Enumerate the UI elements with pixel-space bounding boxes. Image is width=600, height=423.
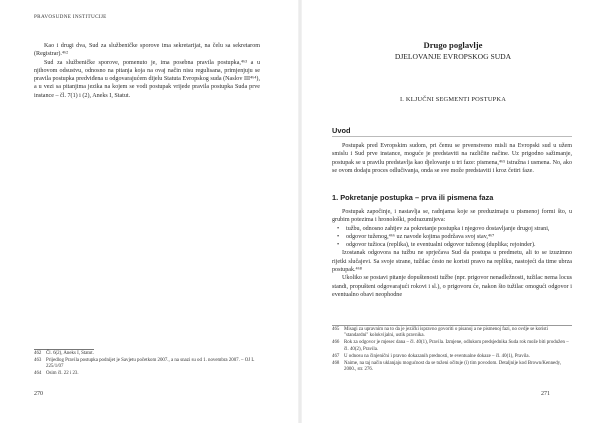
footnote-number: 463: [34, 357, 42, 363]
paragraph: Sud za službeničke sporove, pomenuto je, ima posebna pravila postupka,⁴⁶³ a u njihovom odsustvu, odnosno na pitanja koja na ovaj način nisu regulisana, primjenjuju se pravila postupka predviđena u odgovarajućem dijelu Statuta Evropskog suda (Naslov III⁴⁶⁴), a u vezi sa pitanjima jezika na kojem se vodi postupak vrijede pravila postupka Suda prve instance – čl. 7(1) i (2), Aneks I, Statut.: [34, 59, 260, 99]
list-item: • odgovor tužioca (replika), te eventualni odgovor tuženog (duplika; rejoinder).: [332, 241, 572, 249]
heading-divider: [332, 136, 572, 137]
footnote-text: Naime, na taj način uklanjaju mogućnost da se tuženi očituje (i) tim povodom. Detaljnije kod Brown/Kennedy, 2000., str. 276.: [344, 360, 561, 372]
section-title: I. KLJUČNI SEGMENTI POSTUPKA: [399, 96, 507, 103]
chapter-heading: [340, 40, 566, 61]
footnote: [332, 354, 572, 360]
footnote-text: Osim čl. 22 i 23.: [46, 371, 79, 377]
footnote-text: Rok za odgovor je mjesec dana – čl. 40(1), Pravila. Izmjene, odlukom predsjednika Suda rok može biti produžen – čl. 40(2), Pravila.: [344, 340, 569, 352]
footnote: [34, 371, 260, 377]
paragraph: Ukoliko se postavi pitanje dopuštenosti tužbe (npr. prigovor nenadležnosti, tužilac nema locus standi, propušteni odgovarajući rokovi i sl.), o prigovoru će, nakon što tužilac omogući odgovor i eventualno obavi neophodne: [332, 275, 572, 298]
list-item: • tužbu, odnosno zahtjev za pokretanje postupka i njegovo dostavljanje drugoj strani,: [332, 225, 572, 233]
footnote-number: 466: [332, 340, 340, 346]
chapter-title: DJELOVANJE EVROPSKOG SUDA: [394, 52, 512, 61]
footnote: [34, 358, 260, 371]
paragraph: Postupak pred Evropskim sudom, pri čemu se prvenstveno misli na Evropski sud u užem smislu i Sud prve instance, moguće je predstaviti na različite načine. Uz prigodno sažimanje, postupak se u pravilu predstavlja kao djelovanje u tri faze: pismena,⁴⁶⁵ istražna i usmena. No, ako se ovom dodaju proces odlučivanja, onda se sve može predstaviti i kroz četiri faze.: [332, 143, 572, 174]
footnote-text: U odnosu na činjenični i pravno dokazanih prednosti, te eventualne dokaze – čl. 40(1), Pravila.: [344, 353, 530, 359]
footnote: [332, 361, 572, 374]
right-footnotes: [332, 327, 572, 374]
left-footnotes: [34, 351, 260, 378]
paragraph: Postupak započinje, i nastavlja se, radnjama koje se preduzimaju u pismenoj formi što, u grubim potezima i hronološki, podrazumijeva:: [332, 209, 572, 224]
uvod-body: [332, 142, 572, 175]
page-number-left: 270: [34, 391, 43, 397]
footnote-number: 462: [34, 351, 42, 356]
footnote-text: Misagi za upravnim na to da je jezički ispravno govoriti o pisanoj a ne pismenoj fazi, no ovdje se koristi "standardni" kolokvijalni, ustik pravnika.: [344, 327, 549, 339]
paragraph: Izostanak odgovora na tužbu ne sprječava Sud da postupa u predmetu, ali to se izuzimno rijetki slučajevi. Sa svoje strane, tužilac ćesto ne koristi pravo na repliku, nastojeći da time ubrza postupak.⁴⁶⁸: [332, 250, 572, 274]
footnote-number: 468: [332, 360, 340, 366]
footnote: [332, 327, 572, 340]
section-1-heading: 1. Pokretanje postupka – prva ili pismena faza: [332, 193, 494, 202]
section-1-body: [332, 208, 572, 299]
paragraph: Kao i drugi dva, Sud za službeničke sporove ima sekretarijat, na čelu sa sekretarom (Registrar).⁴⁶²: [34, 43, 260, 58]
page-number-right: 271: [541, 391, 550, 397]
footnote-number: 467: [332, 353, 340, 359]
footnote: [34, 351, 260, 357]
footnote-divider: [332, 325, 572, 326]
footnote-number: 465: [332, 327, 340, 332]
uvod-heading: Uvod: [332, 126, 351, 135]
chapter-label: Drugo poglavlje: [423, 40, 483, 50]
footnote-text: Čl. 6(2), Aneks I, Statut.: [46, 351, 94, 356]
bullet-list: [332, 225, 572, 250]
footnote-divider: [34, 349, 94, 350]
running-head: PRAVOSUDNE INSTITUCIJE: [34, 14, 107, 20]
left-body-text: [34, 42, 260, 100]
list-item: • odgovor tuženog,⁴⁶⁶ uz navode kojima podržava svoj stav,⁴⁶⁷: [332, 233, 572, 241]
footnote-number: 464: [34, 371, 42, 377]
footnote: [332, 340, 572, 353]
footnote-text: Prijedlog Pravila postupka podnijet je Savjetu početkom 2007., a na snazi su od 1. novembra 2007. – OJ L 225/1/07: [46, 357, 255, 370]
